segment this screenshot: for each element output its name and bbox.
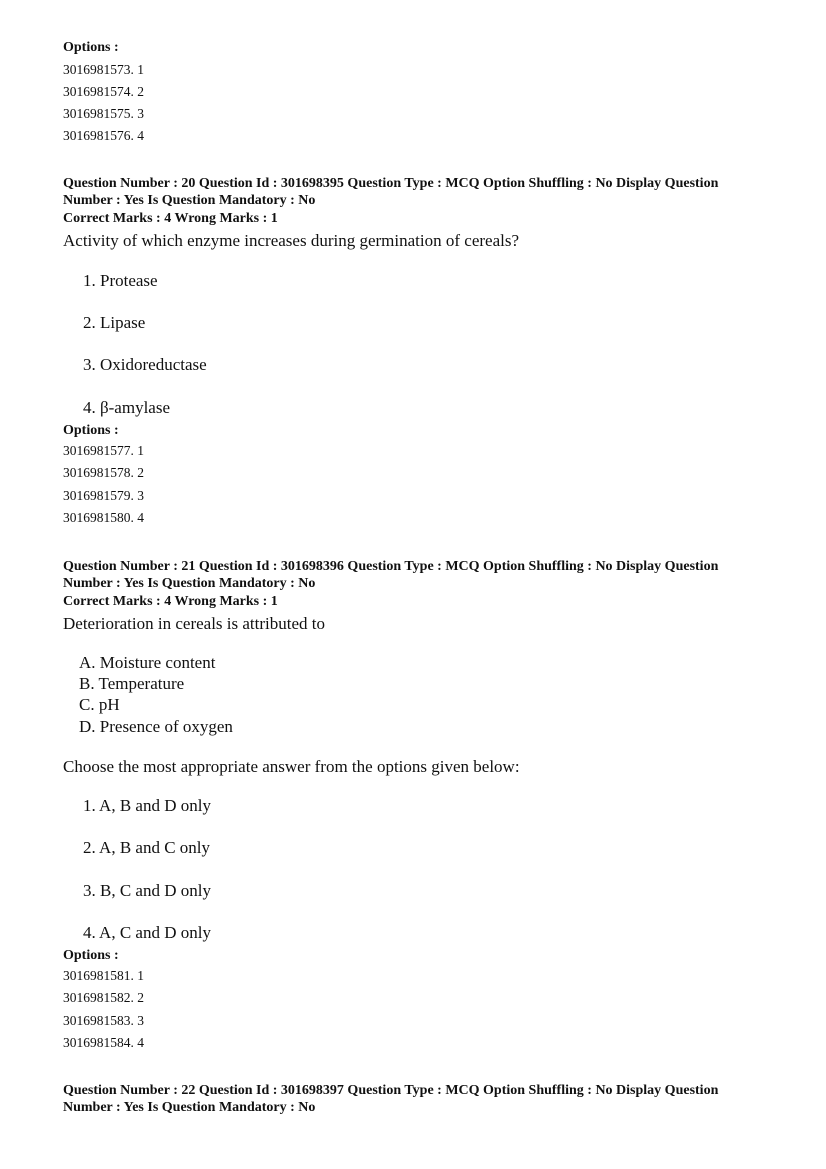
question-meta-line: Question Number : 21 Question Id : 301698396 Question Type : MCQ Option Shuffling : No Display Question: [63, 559, 719, 574]
option-id: 3016981575. 3: [63, 106, 144, 121]
question-meta-line: Number : Yes Is Question Mandatory : No: [63, 1100, 316, 1115]
question-20-meta: [63, 175, 763, 209]
question-20-text: Activity of which enzyme increases during germination of cereals?: [63, 231, 519, 250]
option-id: 3016981581. 1: [63, 968, 144, 983]
statement-b: B. Temperature: [79, 674, 185, 693]
question-meta-line: Question Number : 20 Question Id : 301698395 Question Type : MCQ Option Shuffling : No Display Question: [63, 176, 719, 191]
option-id: 3016981576. 4: [63, 128, 144, 143]
statement-d: D. Presence of oxygen: [79, 717, 233, 736]
question-21-text: Deterioration in cereals is attributed to: [63, 614, 325, 633]
statement-c: C. pH: [79, 695, 120, 714]
question-meta-line: Number : Yes Is Question Mandatory : No: [63, 193, 316, 208]
option-id: 3016981578. 2: [63, 465, 144, 480]
option-id: 3016981574. 2: [63, 84, 144, 99]
option-id: 3016981582. 2: [63, 990, 144, 1005]
question-21-marks: Correct Marks : 4 Wrong Marks : 1: [63, 594, 278, 609]
option-id: 3016981573. 1: [63, 62, 144, 77]
question-20-marks: Correct Marks : 4 Wrong Marks : 1: [63, 211, 278, 226]
question-20-choice-2: 2. Lipase: [83, 313, 146, 332]
question-22-meta: [63, 1082, 763, 1116]
options-label: Options :: [63, 948, 119, 963]
options-label: Options :: [63, 423, 119, 438]
question-20-choice-3: 3. Oxidoreductase: [83, 355, 207, 374]
question-20-choice-4: 4. β-amylase: [83, 398, 171, 417]
question-21-choice-2: 2. A, B and C only: [83, 838, 211, 857]
question-21-choice-3: 3. B, C and D only: [83, 881, 211, 900]
option-id: 3016981577. 1: [63, 443, 144, 458]
question-meta-line: Question Number : 22 Question Id : 301698397 Question Type : MCQ Option Shuffling : No Display Question: [63, 1083, 719, 1098]
question-21-choice-1: 1. A, B and D only: [83, 796, 211, 815]
options-label: Options :: [63, 40, 119, 55]
option-id: 3016981579. 3: [63, 488, 144, 503]
statement-a: A. Moisture content: [79, 653, 216, 672]
option-id: 3016981580. 4: [63, 510, 144, 525]
question-21-choice-4: 4. A, C and D only: [83, 923, 211, 942]
question-meta-line: Number : Yes Is Question Mandatory : No: [63, 576, 316, 591]
option-id: 3016981583. 3: [63, 1013, 144, 1028]
question-20-choice-1: 1. Protease: [83, 271, 158, 290]
question-21-instruction: Choose the most appropriate answer from the options given below:: [63, 757, 520, 776]
question-21-meta: [63, 558, 763, 592]
option-id: 3016981584. 4: [63, 1035, 144, 1050]
